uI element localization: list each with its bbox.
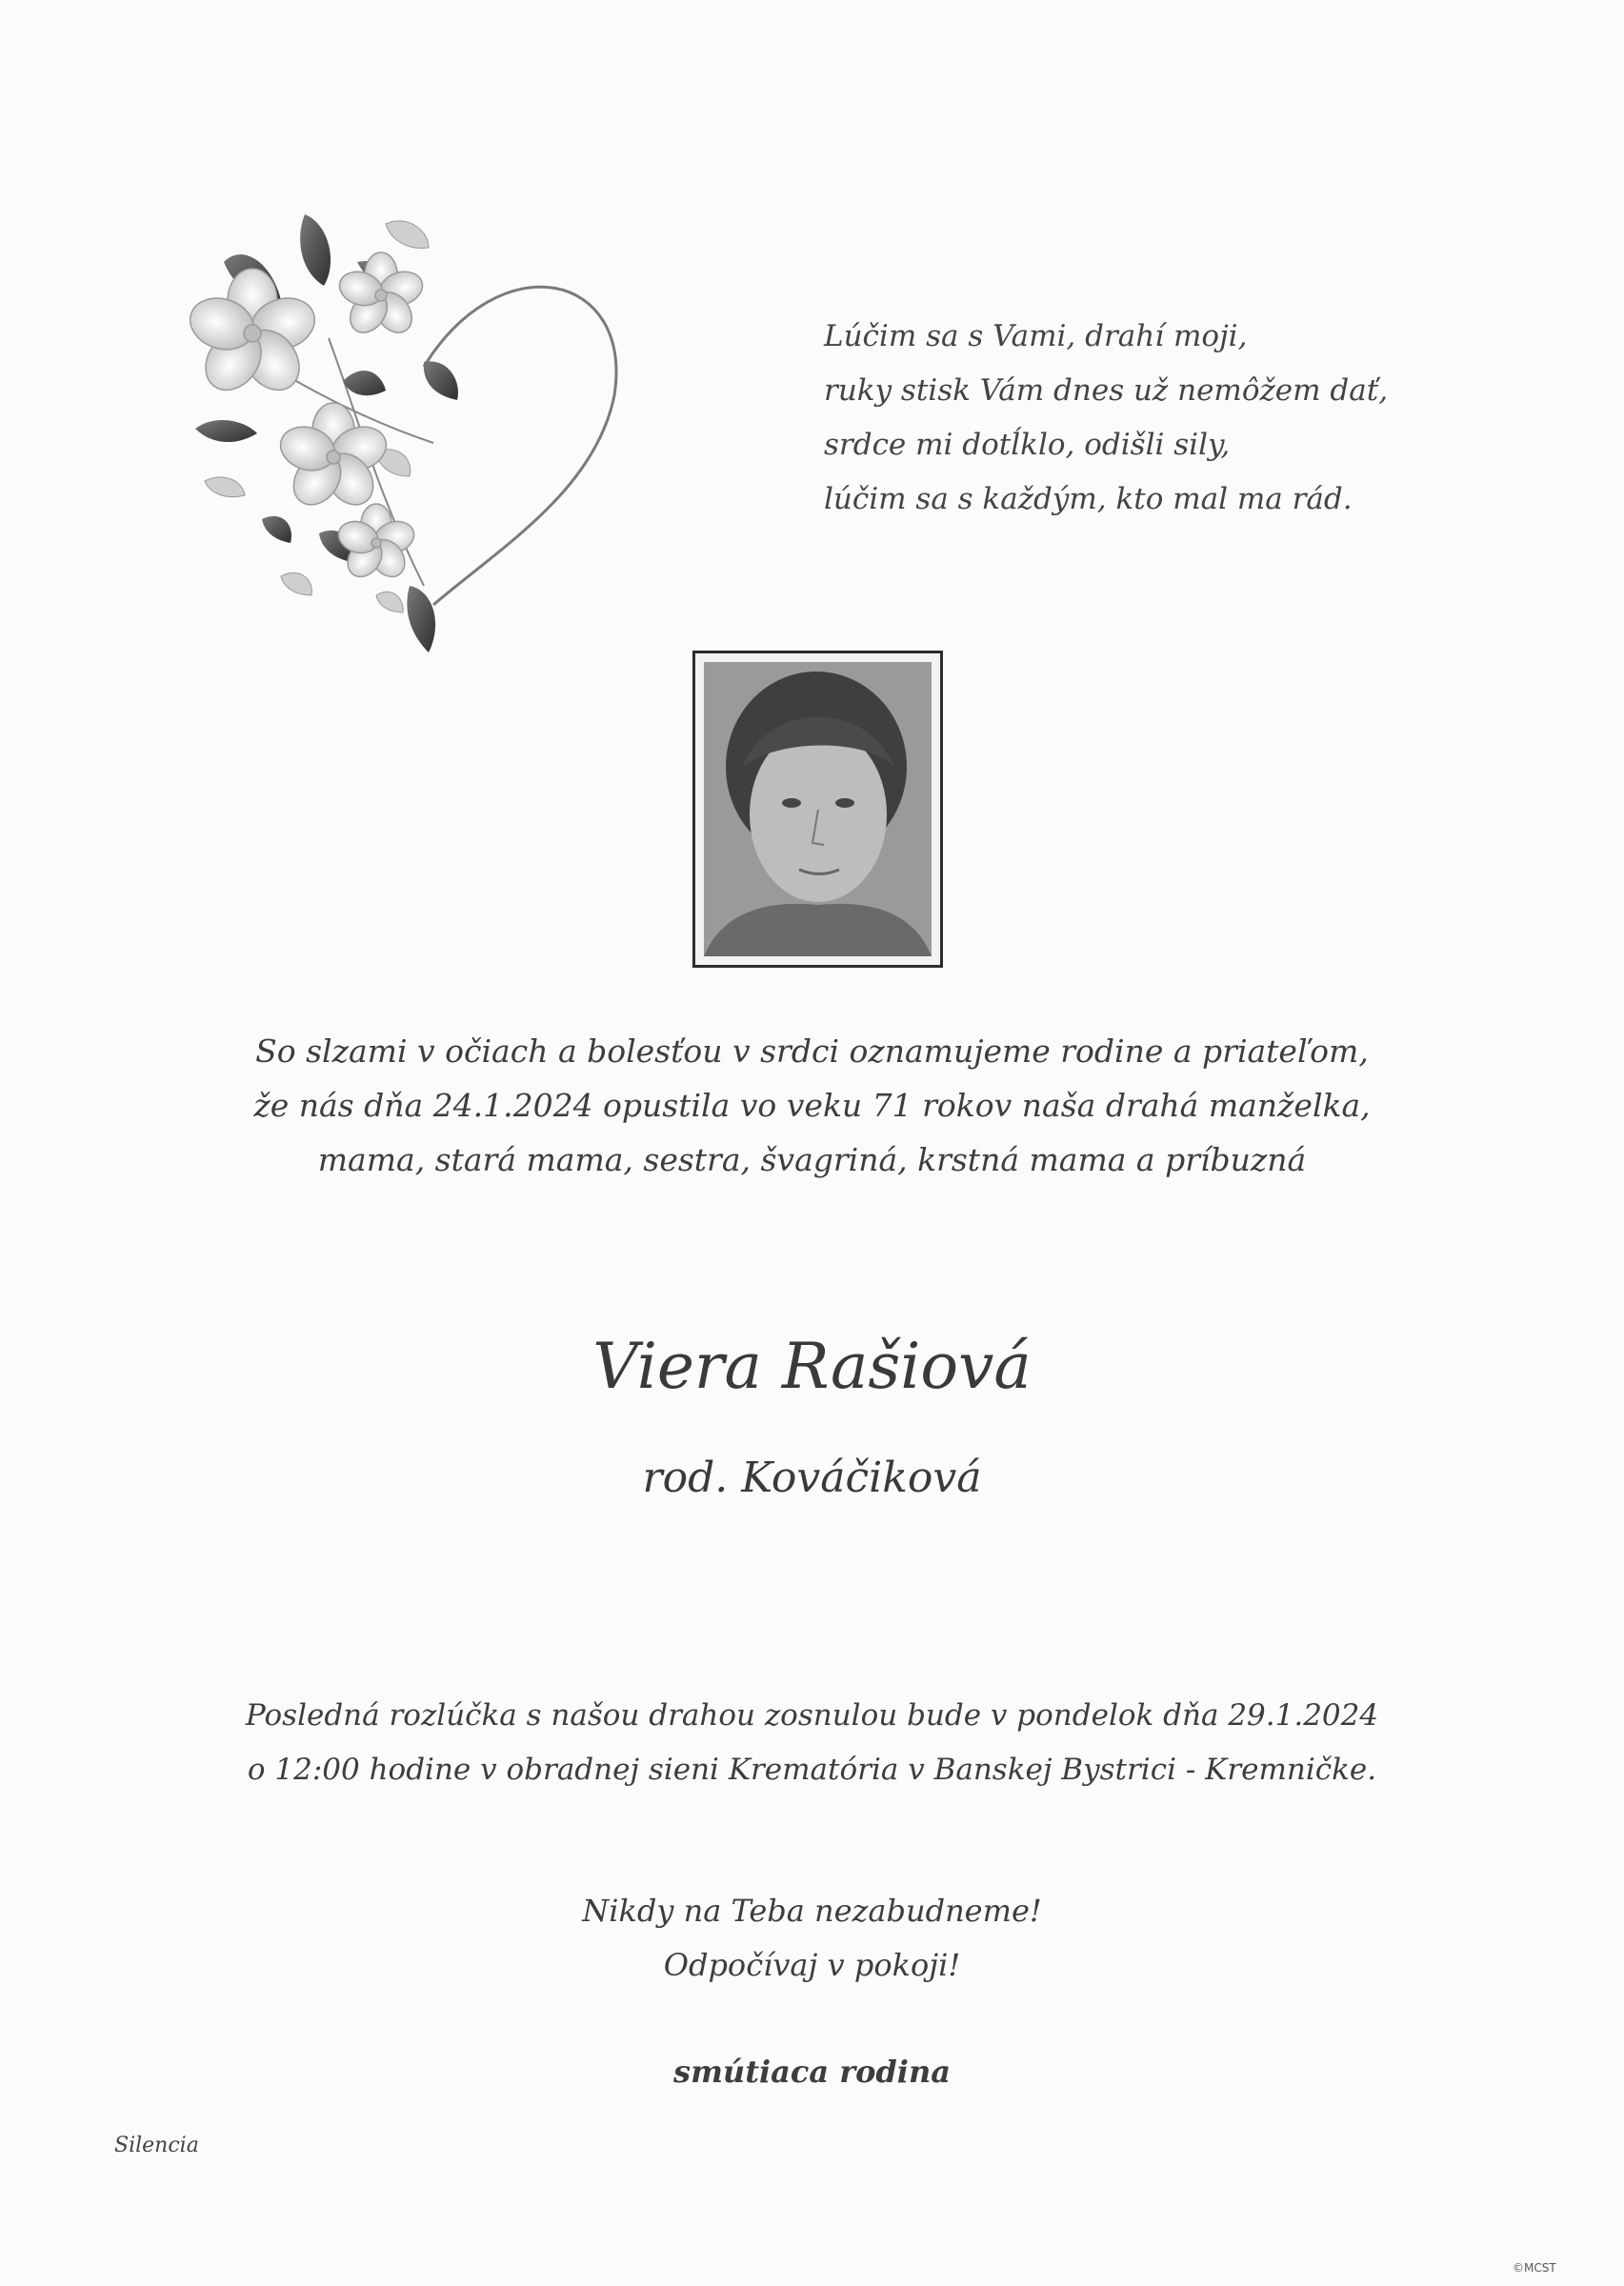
poem-line: ruky stisk Vám dnes už nemôžem dať, <box>824 373 1389 408</box>
flower-heart-icon <box>186 205 638 662</box>
portrait-frame <box>692 651 943 968</box>
announcement-line: mama, stará mama, sestra, švagriná, krstná mama a príbuzná <box>317 1141 1307 1178</box>
brand-label: Silencia <box>114 2134 199 2157</box>
funeral-line: o 12:00 hodine v obradnej sieni Krematória v Banskej Bystrici - Kremničke. <box>247 1753 1377 1787</box>
family-signature: smútiaca rodina <box>673 2054 951 2090</box>
farewell-text <box>286 1884 1338 1993</box>
announcement-line: So slzami v očiach a bolesťou v srdci oznamujeme rodine a priateľom, <box>255 1033 1369 1070</box>
farewell-line: Odpočívaj v pokoji! <box>663 1947 961 1983</box>
poem <box>824 310 1414 527</box>
funeral-info <box>143 1689 1481 1797</box>
deceased-name: Viera Rašiová <box>592 1330 1032 1403</box>
funeral-line: Posledná rozlúčka s našou drahou zosnulou bude v pondelok dňa 29.1.2024 <box>245 1698 1379 1733</box>
poem-line: srdce mi dotĺklo, odišli sily, <box>824 428 1231 462</box>
farewell-line: Nikdy na Teba nezabudneme! <box>582 1893 1042 1929</box>
poem-line: lúčim sa s každým, kto mal ma rád. <box>824 482 1353 516</box>
copyright-label: ©MCST <box>1513 2261 1556 2275</box>
announcement-line: že nás dňa 24.1.2024 opustila vo veku 71 rokov naša drahá manželka, <box>253 1087 1371 1124</box>
poem-line: Lúčim sa s Vami, drahí moji, <box>824 319 1248 353</box>
announcement-text <box>190 1024 1434 1187</box>
portrait-photo <box>704 662 932 956</box>
maiden-name: rod. Kováčiková <box>642 1454 982 1502</box>
